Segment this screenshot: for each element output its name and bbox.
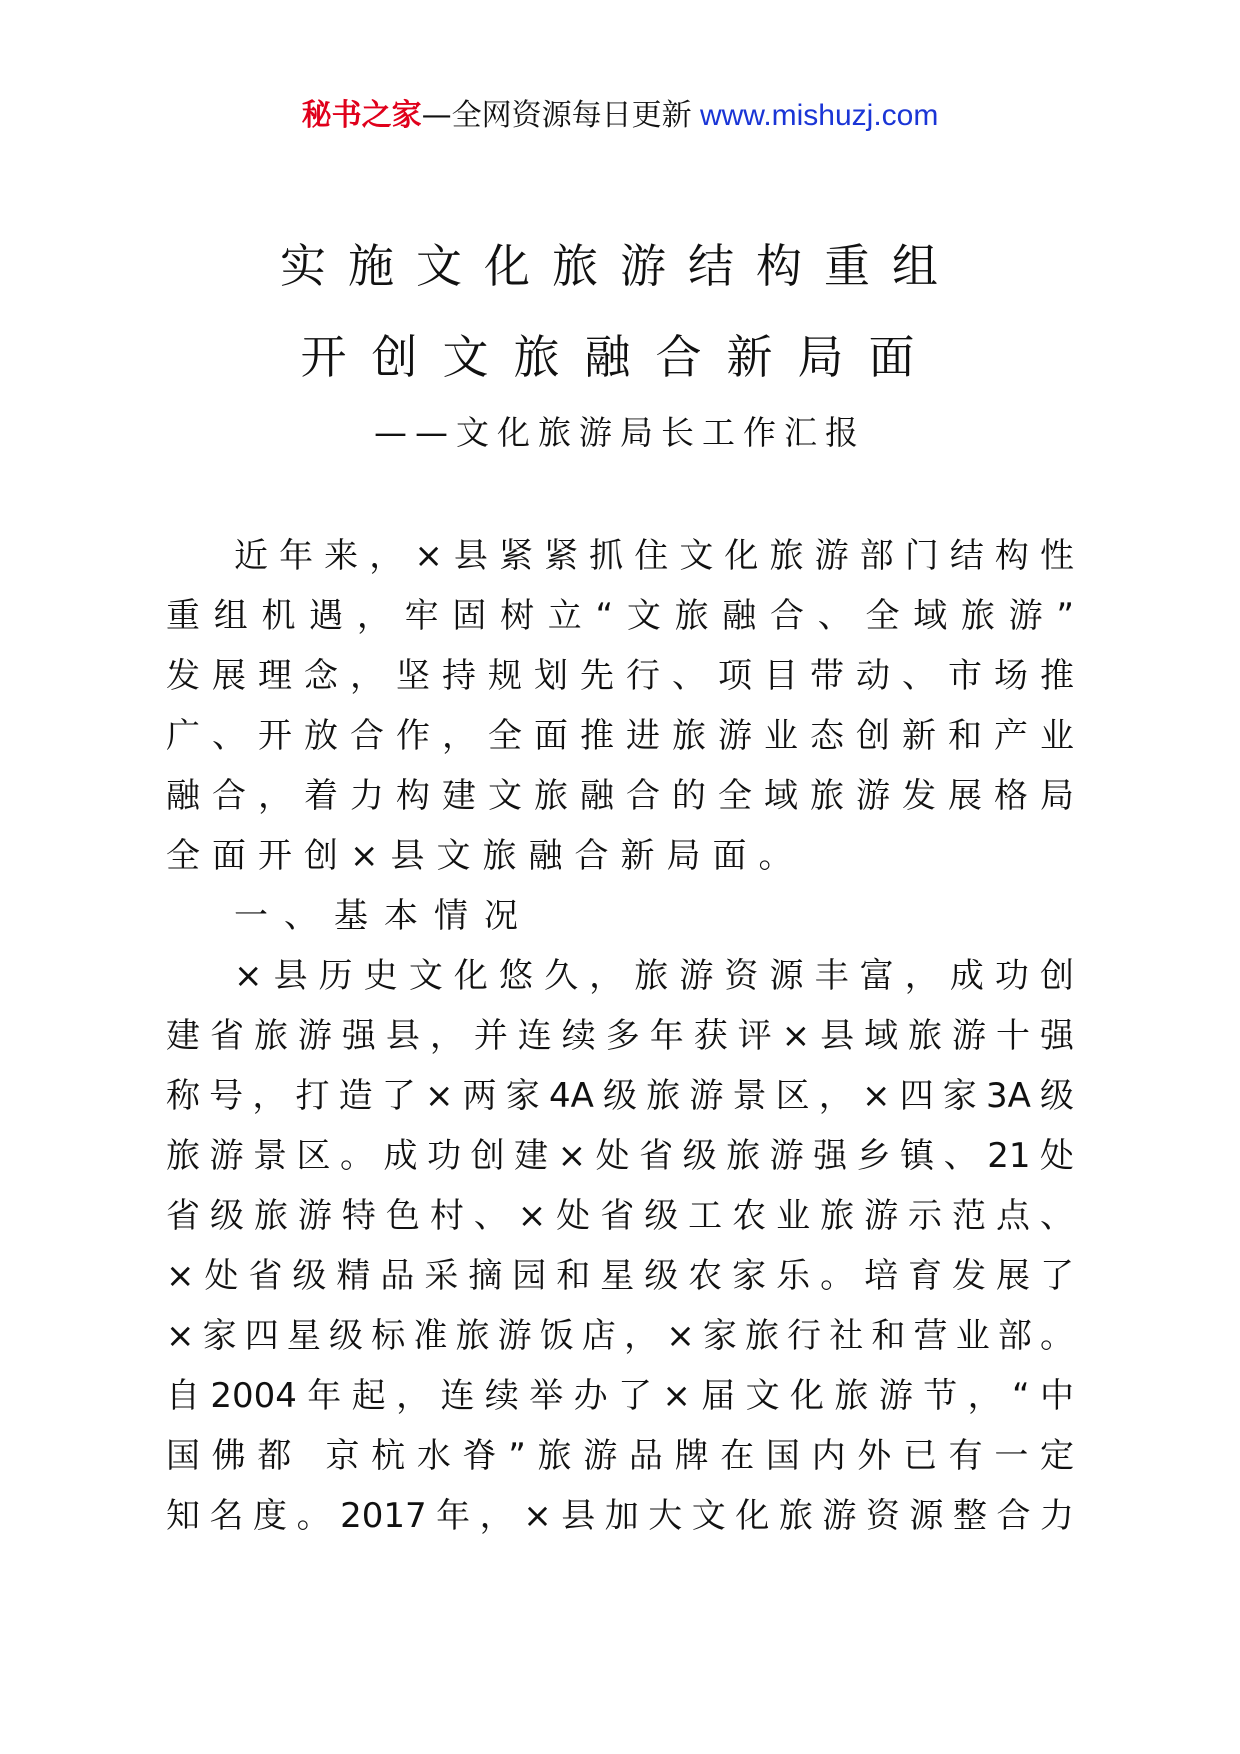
document-title-line-1: 实施文化旅游结构重组	[280, 239, 960, 293]
site-slogan: —全网资源每日更新	[421, 98, 692, 133]
paragraph-line: 国佛都 京杭水脊”旅游品牌在国内外已有一定	[166, 1436, 1074, 1476]
paragraph-line: 省级旅游特色村、×处省级工农业旅游示范点、	[166, 1196, 1074, 1236]
paragraph-line: 发展理念，坚持规划先行、项目带动、市场推	[166, 656, 1074, 696]
site-header	[0, 96, 1240, 136]
document-title-line-2: 开创文旅融合新局面	[300, 330, 940, 384]
paragraph-line: 自2004年起，连续举办了×届文化旅游节，“中	[166, 1376, 1074, 1416]
paragraph-line: 重组机遇，牢固树立“文旅融合、全域旅游”	[166, 596, 1074, 636]
paragraph-line: ×县历史文化悠久，旅游资源丰富，成功创	[234, 956, 1074, 996]
paragraph-line: ×家四星级标准旅游饭店，×家旅行社和营业部。	[166, 1316, 1074, 1356]
site-url-link[interactable]: www.mishuzj.com	[691, 99, 939, 132]
document-body	[166, 526, 1074, 1546]
paragraph-line: 旅游景区。成功创建×处省级旅游强乡镇、21处	[166, 1136, 1074, 1176]
site-brand: 秘书之家	[301, 98, 422, 133]
paragraph-line: 广、开放合作，全面推进旅游业态创新和产业	[166, 716, 1074, 756]
paragraph-line: 近年来，×县紧紧抓住文化旅游部门结构性	[234, 536, 1074, 576]
paragraph-line: 全面开创×县文旅融合新局面。	[166, 836, 805, 876]
paragraph-line: 知名度。2017年，×县加大文化旅游资源整合力	[166, 1496, 1074, 1536]
section-heading: 一、基本情况	[234, 896, 534, 936]
paragraph-line: 融合，着力构建文旅融合的全域旅游发展格局	[166, 776, 1074, 816]
paragraph-line: ×处省级精品采摘园和星级农家乐。培育发展了	[166, 1256, 1074, 1296]
paragraph-line: 建省旅游强县，并连续多年获评×县域旅游十强	[166, 1016, 1074, 1056]
document-subtitle: ——文化旅游局长工作汇报	[374, 413, 866, 452]
paragraph-line: 称号，打造了×两家4A级旅游景区，×四家3A级	[166, 1076, 1074, 1116]
